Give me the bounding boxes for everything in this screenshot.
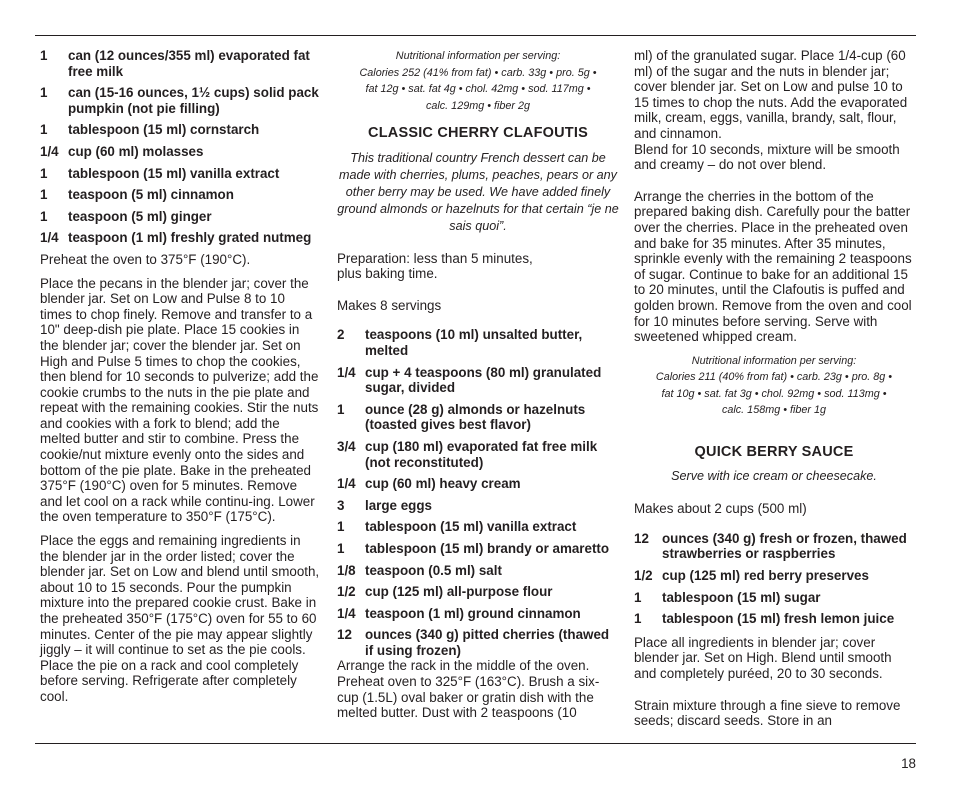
ingredient-item — [337, 584, 619, 600]
ingredient-qty: 1/2 — [337, 584, 356, 600]
ingredient-qty: 1 — [337, 540, 345, 556]
ingredient-text: tablespoon (15 ml) fresh lemon juice — [662, 611, 895, 627]
ingredient-text: ounces (340 g) fresh or frozen, thawed strawberries or raspberries — [662, 530, 907, 562]
ingredient-qty: 1 — [40, 165, 48, 181]
ingredient-qty: 1/4 — [40, 230, 59, 246]
nutrition-line: calc. 158mg • fiber 1g — [721, 404, 826, 417]
nutrition-line: Nutritional information per serving: — [395, 50, 561, 62]
ingredient-qty: 1/8 — [337, 562, 356, 578]
column-3 — [634, 48, 914, 737]
recipe-intro: This traditional country French dessert can be made with cherries, plums, peaches, pears or any other berry may be used. We have added finely ground almonds or hazelnuts for that certain “je ne sais quoi”. — [337, 150, 619, 233]
nutrition-info — [634, 353, 914, 419]
ingredient-item — [634, 611, 914, 627]
ingredient-text: can (15-16 ounces, 1½ cups) solid pack pumpkin (not pie filling) — [68, 85, 319, 116]
ingredient-text: large eggs — [365, 497, 432, 513]
ingredient-qty: 1 — [337, 519, 345, 535]
method-paragraph: Arrange the rack in the middle of the oven. Preheat oven to 325°F (163°C). Brush a six-cup (1.5L) oval baker or gratin dish with the melted butter. Dust with 2 teaspoons (10 — [337, 658, 600, 721]
ingredient-qty: 1/4 — [337, 605, 356, 621]
nutrition-line: calc. 129mg • fiber 2g — [425, 99, 530, 112]
ingredient-text: tablespoon (15 ml) vanilla extract — [68, 165, 280, 181]
ingredient-text: can (12 ounces/355 ml) evaporated fat free milk — [68, 48, 310, 79]
ingredient-text: cup (125 ml) red berry preserves — [662, 568, 869, 584]
method-paragraph: Preheat the oven to 375°F (190°C). — [40, 251, 251, 267]
ingredient-item — [337, 627, 619, 658]
ingredient-text: cup (60 ml) molasses — [68, 143, 204, 159]
ingredient-qty: 1 — [40, 187, 48, 203]
ingredient-item — [634, 568, 914, 584]
recipe-title: QUICK BERRY SAUCE — [694, 443, 854, 460]
ingredient-qty: 1/4 — [40, 143, 59, 159]
ingredient-text: teaspoons (10 ml) unsalted butter, melted — [365, 327, 583, 358]
method-paragraph: Arrange the cherries in the bottom of the prepared baking dish. Carefully pour the batter over the cherries. Place in the preheated oven and bake for 35 minutes. After 35 minutes, sprinkle evenly with the remaining 2 teaspoons of sugar. Continue to bake for an additional 15 to 20 minutes, until the Clafoutis is puffed and golden brown. Remove from the oven and cool for 10 minutes before serving. Serve with sweetened whipped cream. — [634, 188, 912, 345]
nutrition-line: Calories 252 (41% from fat) • carb. 33g • pro. 5g • — [359, 66, 597, 79]
ingredient-text: teaspoon (1 ml) freshly grated nutmeg — [68, 230, 312, 246]
nutrition-line: Nutritional information per serving: — [691, 354, 857, 367]
ingredient-text: ounce (28 g) almonds or hazelnuts (toasted gives best flavor) — [365, 401, 586, 433]
ingredient-text: tablespoon (15 ml) sugar — [662, 589, 821, 605]
ingredient-item — [337, 519, 619, 535]
ingredient-item — [337, 327, 619, 358]
ingredient-text: tablespoon (15 ml) brandy or amaretto — [365, 540, 610, 556]
ingredient-qty: 3 — [337, 497, 345, 513]
ingredient-item — [634, 590, 914, 606]
ingredient-item — [337, 563, 619, 579]
ingredient-qty: 1 — [40, 48, 48, 63]
method-paragraph: Strain mixture through a fine sieve to remove seeds; discard seeds. Store in an — [634, 697, 901, 729]
ingredient-item — [337, 498, 619, 514]
column-1 — [40, 48, 320, 713]
servings: Makes about 2 cups (500 ml) — [634, 501, 807, 517]
prep-time — [337, 251, 619, 282]
ingredient-qty: 1 — [40, 208, 48, 224]
ingredient-qty: 12 — [634, 530, 649, 546]
ingredient-qty: 1 — [337, 401, 345, 417]
ingredient-text: tablespoon (15 ml) cornstarch — [68, 122, 260, 138]
ingredient-qty: 12 — [337, 627, 352, 643]
ingredient-qty: 1 — [634, 589, 642, 605]
ingredient-qty: 1/4 — [337, 476, 356, 492]
method-paragraph: Blend for 10 seconds, mixture will be smooth and creamy – do not over blend. — [634, 141, 900, 173]
ingredient-item — [634, 531, 914, 562]
servings: Makes 8 servings — [337, 297, 442, 313]
ingredient-item — [40, 85, 320, 116]
ingredient-text: teaspoon (0.5 ml) salt — [365, 562, 502, 578]
ingredient-item — [337, 606, 619, 622]
ingredient-text: teaspoon (5 ml) cinnamon — [68, 187, 234, 203]
ingredient-item — [337, 541, 619, 557]
ingredient-text: cup (60 ml) heavy cream — [365, 476, 521, 492]
nutrition-line: fat 12g • sat. fat 4g • chol. 42mg • sod. 117mg • — [365, 83, 591, 95]
ingredient-item — [40, 144, 320, 160]
ingredient-item — [40, 122, 320, 138]
ingredient-text: teaspoon (5 ml) ginger — [68, 208, 212, 224]
ingredient-qty: 1 — [40, 85, 48, 101]
ingredient-qty: 1/2 — [634, 568, 653, 584]
page-number: 18 — [901, 756, 916, 771]
ingredient-item — [40, 48, 320, 79]
ingredient-qty: 1 — [40, 122, 48, 138]
ingredient-item — [337, 476, 619, 492]
ingredient-qty: 3/4 — [337, 438, 356, 454]
top-rule — [35, 35, 916, 36]
ingredient-qty: 2 — [337, 327, 345, 343]
method-paragraph: Place the eggs and remaining ingredients in the blender jar in the order listed; cover the blender jar. Set on Low and blend until smooth, about 10 to 15 seconds. Pour the pumpkin mixture into the prepared cookie crust. Bake in the preheated 350°F (175°C) oven for 55 to 60 minutes. Center of the pie may appear slightly jiggly – it will continue to set as the pie cools. Place the pie on a rack and cool completely before serving. Refrigerate after completely cool. — [40, 533, 320, 704]
ingredient-item — [40, 209, 320, 225]
nutrition-info — [337, 48, 619, 114]
ingredient-text: cup (180 ml) evaporated fat free milk (not reconstituted) — [365, 438, 598, 470]
ingredient-text: cup + 4 teaspoons (80 ml) granulated sugar, divided — [365, 364, 602, 396]
recipe-title: CLASSIC CHERRY CLAFOUTIS — [368, 125, 588, 141]
method-paragraph: Place the pecans in the blender jar; cover the blender jar. Set on Low and Pulse 8 to 10 times to chop finely. Remove and transfer to a 10" deep-dish pie plate. Place 15 cookies in the blender jar; cover the blender jar. Set on High and Pulse 5 times to chop the cookies, then blend for 10 seconds to pulverize; add the cookie crumbs to the nuts in the pie plate and repeat with the remaining cookies. Stir the nuts and cookies with a fork to blend; add the melted butter and stir to combine. Press the cookie/nut mixture evenly onto the sides and bottom of the pie plate. Bake in the preheated 375°F (190°C) oven for 5 minutes. Remove and let cool on a rack while continu-ing. Lower the oven temperature to 350°F (175°C). — [40, 275, 319, 525]
ingredient-text: ounces (340 g) pitted cherries (thawed if using frozen) — [365, 627, 610, 658]
ingredient-item — [337, 365, 619, 396]
ingredient-text: tablespoon (15 ml) vanilla extract — [365, 519, 577, 535]
column-2 — [337, 48, 619, 729]
ingredient-qty: 1/4 — [337, 364, 356, 380]
ingredient-item — [40, 187, 320, 203]
ingredient-text: teaspoon (1 ml) ground cinnamon — [365, 605, 581, 621]
nutrition-line: Calories 211 (40% from fat) • carb. 23g • pro. 8g • — [655, 371, 893, 384]
ingredient-item — [337, 402, 619, 433]
recipe-intro: Serve with ice cream or cheesecake. — [671, 469, 877, 484]
ingredient-qty: 1 — [634, 611, 642, 627]
nutrition-line: fat 10g • sat. fat 3g • chol. 92mg • sod. 113mg • — [661, 387, 887, 400]
ingredient-item — [40, 166, 320, 182]
prep-line: plus baking time. — [337, 266, 438, 282]
ingredient-text: cup (125 ml) all-purpose flour — [365, 584, 553, 600]
ingredient-item — [337, 439, 619, 470]
ingredient-item — [40, 230, 320, 246]
method-paragraph: Place all ingredients in blender jar; cover blender jar. Set on High. Blend until smooth and completely puréed, 20 to 30 seconds. — [634, 634, 892, 682]
bottom-rule — [35, 743, 916, 744]
prep-line: Preparation: less than 5 minutes, — [337, 250, 533, 266]
method-paragraph: ml) of the granulated sugar. Place 1/4-cup (60 ml) of the sugar and the nuts in blender jar; cover blender jar. Set on Low and pulse 10 to 15 times to chop the nuts. Add the evaporated milk, cream, eggs, vanilla, brandy, salt, flour, and cinnamon. — [634, 48, 908, 141]
